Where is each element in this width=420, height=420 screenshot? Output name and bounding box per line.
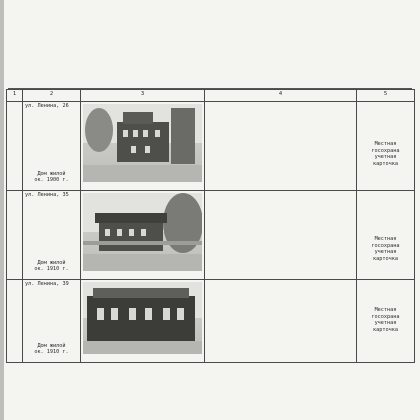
header-col-1: 1	[7, 90, 23, 102]
table-row	[7, 280, 415, 363]
photo-cell	[81, 191, 205, 280]
description-cell	[205, 191, 357, 280]
table-row	[7, 102, 415, 191]
house-photo-icon	[83, 104, 202, 182]
object-name	[25, 260, 78, 273]
heritage-register-table	[6, 89, 415, 363]
house-photo-icon	[83, 193, 202, 271]
category-line: госохрана	[371, 147, 400, 154]
address-cell	[23, 191, 81, 280]
category-line: госохрана	[371, 313, 400, 320]
category-line: Местная	[374, 236, 397, 242]
category-line: Местная	[374, 141, 397, 147]
page-edge	[0, 0, 4, 420]
category-line: карточка	[373, 255, 398, 262]
object-type: Дом жилой	[37, 342, 66, 349]
row-number	[7, 102, 23, 191]
category-line: учетная	[374, 320, 397, 327]
house-photo-icon	[83, 282, 202, 354]
object-type: Дом жилой	[37, 259, 66, 266]
street-address: ул. Ленина, 39	[25, 281, 69, 287]
category-line: госохрана	[371, 242, 400, 249]
object-name	[25, 171, 78, 184]
header-col-2: 2	[23, 90, 81, 102]
object-name	[25, 343, 78, 356]
category-cell	[357, 102, 415, 191]
category-cell	[357, 280, 415, 363]
description-cell	[205, 102, 357, 191]
header-row	[7, 90, 415, 102]
header-col-3: 3	[81, 90, 205, 102]
address-cell	[23, 102, 81, 191]
category-line: карточка	[373, 160, 398, 167]
street-address: ул. Ленина, 26	[25, 103, 69, 109]
photo-cell	[81, 280, 205, 363]
row-number	[7, 191, 23, 280]
row-number	[7, 280, 23, 363]
category-cell	[357, 191, 415, 280]
street-address: ул. Ленина, 35	[25, 192, 69, 198]
category-line: карточка	[373, 326, 398, 333]
category-line: Местная	[374, 307, 397, 313]
category-line: учетная	[374, 249, 397, 256]
category-line: учетная	[374, 154, 397, 161]
address-cell	[23, 280, 81, 363]
table-row	[7, 191, 415, 280]
object-date: ок. 1900 г.	[34, 177, 69, 184]
object-type: Дом жилой	[37, 170, 66, 177]
object-date: ок. 1910 г.	[34, 349, 69, 356]
description-cell	[205, 280, 357, 363]
object-date: ок. 1910 г.	[34, 266, 69, 273]
header-col-4: 4	[205, 90, 357, 102]
photo-cell	[81, 102, 205, 191]
header-col-5: 5	[357, 90, 415, 102]
